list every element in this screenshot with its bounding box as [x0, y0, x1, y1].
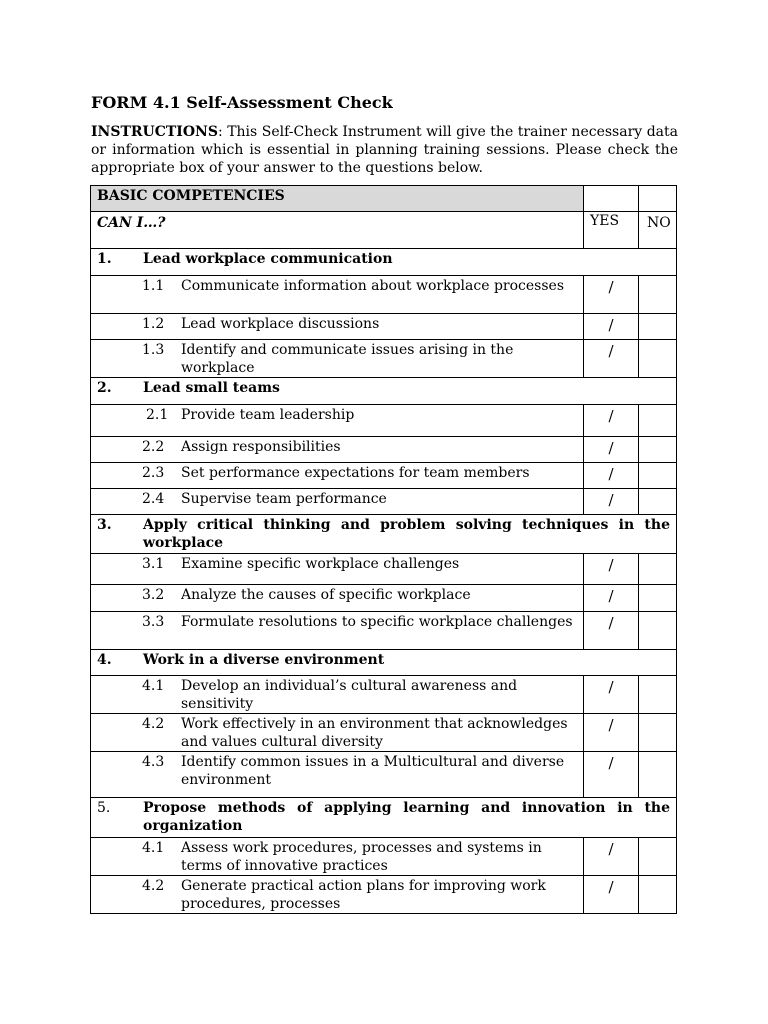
yes-checkbox[interactable]: / [584, 314, 639, 340]
section-title: Apply critical thinking and problem solving techniques in the workplace [143, 517, 670, 551]
no-checkbox[interactable] [639, 585, 677, 612]
item-number: 3.1 [142, 556, 165, 572]
competency-cell [91, 314, 584, 340]
table-row [91, 463, 677, 489]
no-checkbox[interactable] [639, 340, 677, 378]
table-row [91, 612, 677, 650]
competency-cell [91, 838, 584, 876]
yes-checkbox[interactable]: / [584, 838, 639, 876]
no-checkbox[interactable] [639, 752, 677, 798]
item-text: Assess work procedures, processes and systems in terms of innovative practices [181, 840, 542, 874]
yes-checkbox[interactable]: / [584, 585, 639, 612]
table-row [91, 489, 677, 515]
item-number: 2.2 [142, 439, 165, 455]
competency-cell [91, 405, 584, 437]
table-row [91, 838, 677, 876]
no-checkbox[interactable] [639, 276, 677, 314]
no-checkbox[interactable] [639, 714, 677, 752]
item-text: Identify and communicate issues arising in the workplace [181, 342, 514, 376]
competency-cell [91, 489, 584, 515]
section-number: 3. [97, 517, 112, 533]
basic-competencies-header: BASIC COMPETENCIES [91, 186, 584, 212]
item-text: Communicate information about workplace processes [181, 278, 564, 294]
competency-cell [91, 876, 584, 914]
item-text: Set performance expectations for team members [181, 465, 530, 481]
no-checkbox[interactable] [639, 463, 677, 489]
table-row [91, 752, 677, 798]
item-number: 4.1 [142, 840, 165, 856]
competency-cell [91, 437, 584, 463]
section-row [91, 650, 677, 676]
yes-checkbox[interactable]: / [584, 489, 639, 515]
item-text: Supervise team performance [181, 491, 387, 507]
section-title: Work in a diverse environment [143, 652, 385, 668]
table-row [91, 676, 677, 714]
competency-cell [91, 463, 584, 489]
yes-checkbox[interactable]: / [584, 437, 639, 463]
no-checkbox[interactable] [639, 838, 677, 876]
yes-checkbox[interactable]: / [584, 463, 639, 489]
section-title: Lead workplace communication [143, 251, 393, 267]
item-number: 2.1 [146, 407, 169, 423]
section-heading [91, 378, 677, 405]
section-number: 5. [97, 800, 111, 816]
item-text: Identify common issues in a Multicultural and diverse environment [181, 754, 565, 788]
item-number: 4.2 [142, 878, 165, 894]
table-row [91, 405, 677, 437]
item-text: Lead workplace discussions [181, 316, 380, 332]
yes-column-header: YES [584, 212, 639, 249]
yes-checkbox[interactable]: / [584, 676, 639, 714]
item-number: 1.1 [142, 278, 165, 294]
form-title: FORM 4.1 Self-Assessment Check [91, 93, 393, 112]
section-row [91, 515, 677, 554]
instructions-label: INSTRUCTIONS [91, 124, 218, 140]
yes-checkbox[interactable]: / [584, 876, 639, 914]
table-row [91, 340, 677, 378]
item-text: Generate practical action plans for improving work procedures, processes [181, 878, 546, 912]
no-checkbox[interactable] [639, 437, 677, 463]
item-number: 4.3 [142, 754, 165, 770]
table-row [91, 554, 677, 585]
item-text: Work effectively in an environment that acknowledges and values cultural diversity [181, 716, 568, 750]
competency-cell [91, 612, 584, 650]
table-row [91, 437, 677, 463]
item-number: 3.3 [142, 614, 165, 630]
item-text: Provide team leadership [181, 407, 355, 423]
item-number: 2.4 [142, 491, 165, 507]
section-number: 2. [97, 380, 112, 396]
can-i-label: CAN I…? [91, 212, 584, 249]
yes-checkbox[interactable]: / [584, 714, 639, 752]
yes-checkbox[interactable]: / [584, 340, 639, 378]
section-number: 4. [97, 652, 112, 668]
yes-checkbox[interactable]: / [584, 405, 639, 437]
item-text: Formulate resolutions to specific workplace challenges [181, 614, 573, 630]
table-header-row [91, 186, 677, 212]
item-number: 3.2 [142, 587, 165, 603]
section-title: Propose methods of applying learning and innovation in the organization [143, 800, 670, 834]
no-checkbox[interactable] [639, 876, 677, 914]
table-row [91, 276, 677, 314]
self-assessment-table [90, 185, 677, 914]
item-number: 2.3 [142, 465, 165, 481]
competency-cell [91, 585, 584, 612]
yes-checkbox[interactable]: / [584, 612, 639, 650]
yes-checkbox[interactable]: / [584, 276, 639, 314]
table-row [91, 876, 677, 914]
instructions [91, 123, 678, 177]
header-blank-no [639, 186, 677, 212]
can-i-row [91, 212, 677, 249]
item-text: Analyze the causes of specific workplace [181, 587, 471, 603]
table-row [91, 314, 677, 340]
section-row [91, 378, 677, 405]
no-checkbox[interactable] [639, 314, 677, 340]
item-number: 4.2 [142, 716, 165, 732]
section-number: 1. [97, 251, 112, 267]
section-heading [91, 249, 677, 276]
no-checkbox[interactable] [639, 405, 677, 437]
section-title: Lead small teams [143, 380, 280, 396]
table-row [91, 714, 677, 752]
competency-cell [91, 752, 584, 798]
section-row [91, 798, 677, 838]
item-text: Examine specific workplace challenges [181, 556, 460, 572]
yes-checkbox[interactable]: / [584, 554, 639, 585]
instructions-text: : This Self-Check Instrument will give the trainer necessary data or information which is essential in planning training sessions. Please check the appropriate box of your answer to the questions below. [91, 124, 678, 176]
item-number: 4.1 [142, 678, 165, 694]
competency-cell [91, 714, 584, 752]
table-row [91, 585, 677, 612]
no-checkbox[interactable] [639, 676, 677, 714]
header-blank-yes [584, 186, 639, 212]
section-row [91, 249, 677, 276]
item-text: Develop an individual’s cultural awareness and sensitivity [181, 678, 518, 712]
competency-cell [91, 676, 584, 714]
competency-cell [91, 276, 584, 314]
no-checkbox[interactable] [639, 554, 677, 585]
item-number: 1.2 [142, 316, 165, 332]
yes-checkbox[interactable]: / [584, 752, 639, 798]
competency-cell [91, 554, 584, 585]
no-column-header: NO [639, 212, 677, 249]
section-heading [91, 650, 677, 676]
section-heading [91, 798, 677, 838]
no-checkbox[interactable] [639, 489, 677, 515]
item-text: Assign responsibilities [181, 439, 341, 455]
section-heading [91, 515, 677, 554]
item-number: 1.3 [142, 342, 165, 358]
no-checkbox[interactable] [639, 612, 677, 650]
competency-cell [91, 340, 584, 378]
